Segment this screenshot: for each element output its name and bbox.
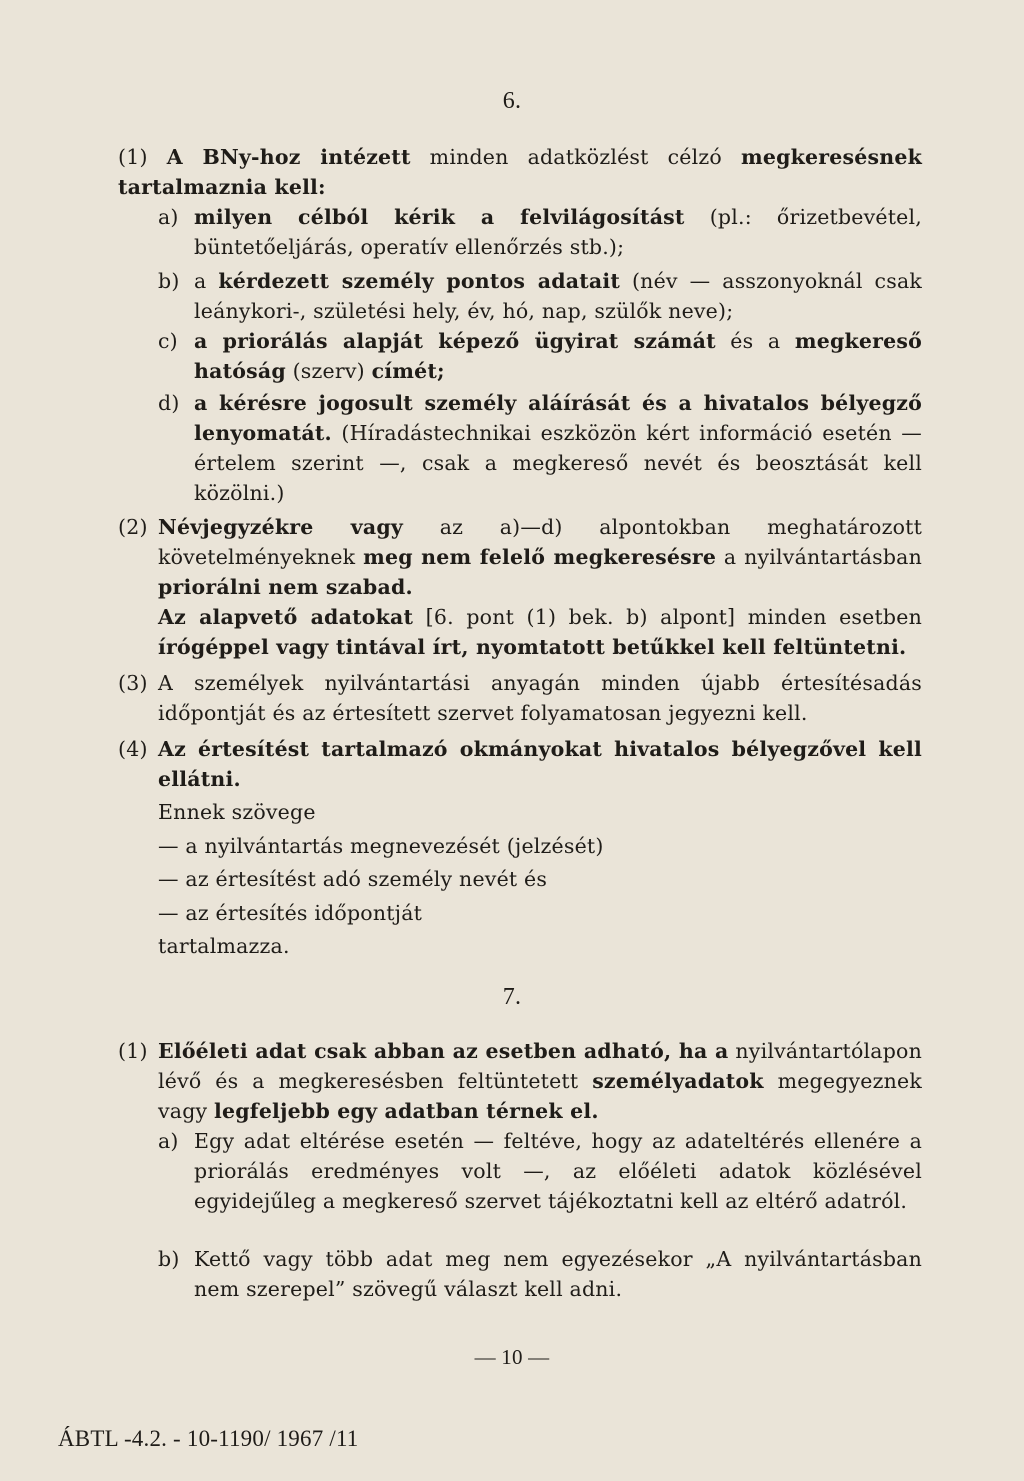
bold-text: megkereső hatóság [194,329,923,383]
bold-text: Névjegyzékre vagy [158,515,404,539]
item-6-b [158,266,922,326]
paragraph-6-1 [118,142,922,202]
bold-text: személyadatok [592,1069,764,1093]
paragraph-number: (4) [118,737,148,761]
bold-text: milyen célból kérik a felvilágosítást [194,205,685,229]
list-item: — az értesítés időpontját [158,900,423,925]
item-text [194,202,922,262]
item-text [194,326,922,386]
paragraph-number: (1) [118,145,148,169]
paragraph-number: (2) [118,515,148,539]
bold-text: A BNy-hoz intézett [166,145,411,169]
plain-text: (név — asszonyoknál csak leánykori-, születési hely, év, hó, nap, szülők neve); [194,269,922,323]
plain-text: és a [715,329,795,353]
paragraph-text: Az értesítést tartalmazó okmányokat hivatalos bélyegzővel kell ellátni. [158,737,922,791]
item-text [194,266,922,326]
plain-text: a [194,269,219,293]
bold-text: Előéleti adat csak abban az esetben adható, ha a [158,1039,729,1063]
item-label: b) [158,269,180,293]
bold-text: a priorálás alapját képező ügyirat számát [194,329,716,353]
item-7-b [158,1244,922,1304]
bold-text: legfeljebb egy adatban térnek el. [214,1099,599,1123]
item-label: b) [158,1247,180,1271]
item-label: d) [158,391,180,415]
item-label: a) [158,1129,179,1153]
list-item: — a nyilvántartás megnevezését (jelzését) [158,833,604,858]
item-6-c [158,326,922,386]
list-outro: tartalmazza. [158,934,290,958]
plain-text: (szerv) [285,359,372,383]
paragraph-6-4 [118,734,922,794]
plain-text: (pl.: őrizetbevétel, büntetőeljárás, operatív ellenőrzés stb.); [194,205,922,259]
bold-text: címét; [371,359,445,383]
plain-text: a nyilvántartásban [716,545,922,569]
paragraph-number: (3) [118,671,148,695]
plain-text: (Híradástechnikai eszközön kért információ esetén — értelem szerint —, csak a megkereső nevét és beosztását kell közölni.) [194,421,922,505]
item-text: Egy adat eltérése esetén — feltéve, hogy az adateltérés ellenére a priorálás eredményes volt —, az előéleti adatok közlésével egyidejűleg a megkereső szervet tájékoztatni kell az eltérő adatról. [194,1129,922,1213]
bold-text: kérdezett személy pontos adatait [218,269,621,293]
plain-text: [6. pont (1) bek. b) alpont] minden esetben [413,605,922,629]
item-label: c) [158,329,178,353]
item-label: a) [158,205,179,229]
bold-text: megkeresésnek tartalmaznia kell: [118,145,923,199]
stamp-text-list [158,796,922,964]
section-heading-7: 7. [502,984,522,1010]
list-intro: Ennek szövege [158,800,316,824]
bold-text: Az alapvető adatokat [158,605,414,629]
bold-text: priorálni nem szabad. [158,575,413,599]
archive-reference: ÁBTL -4.2. - 10-1190/ 1967 /11 [58,1426,359,1451]
paragraph-6-2-continued [158,602,922,662]
paragraph-6-3 [118,668,922,728]
paragraph-6-2 [118,512,922,602]
page-number: — 10 — [474,1345,550,1369]
plain-text: minden adatközlést célzó [410,145,741,169]
paragraph-7-1 [118,1036,922,1126]
bold-text: a kérésre jogosult személy aláírását és a hivatalos bélyegző lenyomatát. [194,391,922,445]
item-6-d [158,388,922,508]
bold-text: írógéppel vagy tintával írt, nyomtatott betűkkel kell feltüntetni. [158,635,907,659]
item-7-a [158,1126,922,1216]
plain-text: nyilvántartólapon lévő és a megkeresésben feltüntetett [158,1039,922,1093]
paragraph-text [158,512,922,602]
list-item: — az értesítést adó személy nevét és [158,867,548,891]
plain-text: megegyeznek vagy [158,1069,922,1123]
plain-text: az a)—d) alpontokban meghatározott követelményeknek [158,515,923,569]
section-heading-6: 6. [502,88,522,114]
bold-text: meg nem felelő megkeresésre [363,545,717,569]
item-6-a [158,202,922,262]
paragraph-text [158,1036,922,1126]
paragraph-number: (1) [118,1039,148,1063]
paragraph-text: A személyek nyilvántartási anyagán minden újabb értesítésadás időpontját és az értesített szervet folyamatosan jegyezni kell. [158,671,922,725]
item-text [194,388,922,508]
item-text: Kettő vagy több adat meg nem egyezésekor „A nyilvántartásban nem szerepel” szövegű választ kell adni. [194,1247,922,1301]
